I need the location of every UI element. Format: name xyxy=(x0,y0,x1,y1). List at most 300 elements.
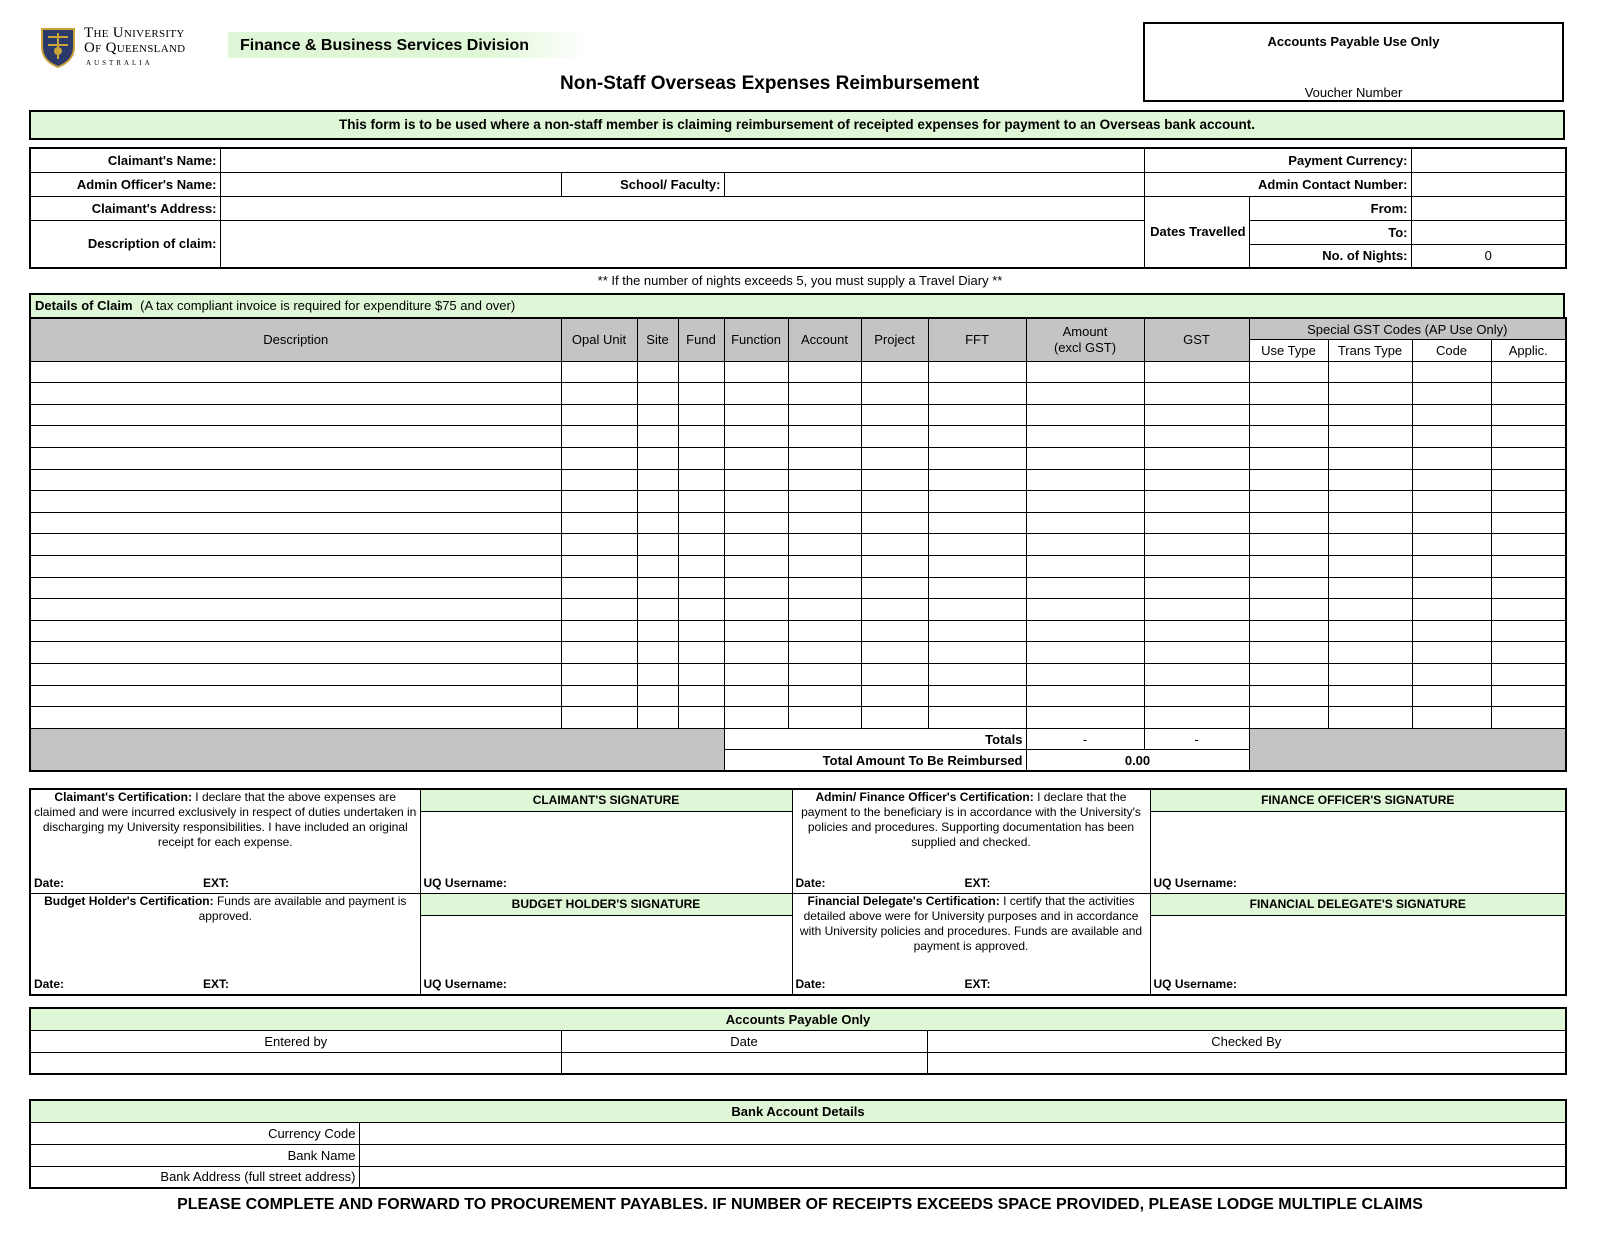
claim-cell[interactable] xyxy=(1249,512,1328,534)
claim-cell[interactable] xyxy=(788,512,861,534)
ap-date-field[interactable] xyxy=(561,1052,927,1074)
claim-cell[interactable] xyxy=(30,577,561,599)
claim-cell[interactable] xyxy=(678,448,724,470)
budget-uq-username-label: UQ Username: xyxy=(423,977,507,991)
claim-cell[interactable] xyxy=(1412,685,1491,707)
claim-cell[interactable] xyxy=(30,664,561,686)
claim-cell[interactable] xyxy=(678,404,724,426)
claim-cell[interactable] xyxy=(30,383,561,405)
claim-cell[interactable] xyxy=(637,361,678,383)
claim-cell[interactable] xyxy=(561,556,637,578)
totals-label: Totals xyxy=(724,728,1026,750)
claim-cell[interactable] xyxy=(1412,620,1491,642)
claim-cell[interactable] xyxy=(1328,577,1412,599)
claim-cell[interactable] xyxy=(561,512,637,534)
claim-cell[interactable] xyxy=(1491,599,1566,621)
claim-cell[interactable] xyxy=(678,383,724,405)
claim-cell[interactable] xyxy=(637,383,678,405)
claim-cell[interactable] xyxy=(1491,685,1566,707)
delegate-certification xyxy=(792,893,1150,995)
claim-cell[interactable] xyxy=(1328,383,1412,405)
claim-cell[interactable] xyxy=(928,577,1026,599)
claim-cell[interactable] xyxy=(724,707,788,729)
claim-cell[interactable] xyxy=(561,620,637,642)
claim-cell[interactable] xyxy=(1026,707,1144,729)
claim-cell[interactable] xyxy=(561,426,637,448)
claim-cell[interactable] xyxy=(788,448,861,470)
ap-entered-by-field[interactable] xyxy=(30,1052,561,1074)
claim-cell[interactable] xyxy=(1026,491,1144,513)
claim-cell[interactable] xyxy=(561,599,637,621)
claim-cell[interactable] xyxy=(637,512,678,534)
payment-currency-field[interactable] xyxy=(1411,148,1566,172)
claim-cell[interactable] xyxy=(928,361,1026,383)
claim-cell[interactable] xyxy=(724,361,788,383)
claim-cell[interactable] xyxy=(928,685,1026,707)
claim-cell[interactable] xyxy=(1328,685,1412,707)
claim-cell[interactable] xyxy=(928,512,1026,534)
claim-cell[interactable] xyxy=(1412,512,1491,534)
claim-cell[interactable] xyxy=(861,491,928,513)
claim-cell[interactable] xyxy=(30,707,561,729)
claim-cell[interactable] xyxy=(1491,556,1566,578)
claim-cell[interactable] xyxy=(724,664,788,686)
claim-cell[interactable] xyxy=(637,404,678,426)
claim-cell[interactable] xyxy=(1249,491,1328,513)
claim-cell[interactable] xyxy=(561,642,637,664)
delegate-signature-header: FINANCIAL DELEGATE'S SIGNATURE xyxy=(1150,893,1566,915)
claim-cell[interactable] xyxy=(561,707,637,729)
claim-cell[interactable] xyxy=(1328,448,1412,470)
claim-cell[interactable] xyxy=(1144,642,1249,664)
claim-cell[interactable] xyxy=(861,426,928,448)
claim-cell[interactable] xyxy=(861,469,928,491)
claim-cell[interactable] xyxy=(1249,707,1328,729)
claim-cell[interactable] xyxy=(928,556,1026,578)
claim-cell[interactable] xyxy=(1491,469,1566,491)
details-of-claim-header xyxy=(29,293,1565,317)
claim-cell[interactable] xyxy=(861,707,928,729)
claimant-date-label: Date: xyxy=(34,875,65,890)
claim-cell[interactable] xyxy=(928,383,1026,405)
claim-cell[interactable] xyxy=(1328,664,1412,686)
claim-cell[interactable] xyxy=(861,556,928,578)
claim-cell[interactable] xyxy=(1144,404,1249,426)
claim-cell[interactable] xyxy=(1026,404,1144,426)
claim-cell[interactable] xyxy=(637,426,678,448)
claim-cell[interactable] xyxy=(788,534,861,556)
claim-cell[interactable] xyxy=(1026,685,1144,707)
claim-row xyxy=(30,556,1566,578)
claim-cell[interactable] xyxy=(30,534,561,556)
claim-cell[interactable] xyxy=(1249,685,1328,707)
claim-cell[interactable] xyxy=(1026,556,1144,578)
claim-cell[interactable] xyxy=(1328,599,1412,621)
claim-cell[interactable] xyxy=(928,469,1026,491)
claim-cell[interactable] xyxy=(1144,469,1249,491)
claimant-name-field[interactable] xyxy=(220,148,1144,172)
from-field[interactable] xyxy=(1411,196,1566,220)
university-name-line1: The University xyxy=(84,25,185,41)
claim-cell[interactable] xyxy=(928,620,1026,642)
claim-cell[interactable] xyxy=(30,556,561,578)
delegate-uq-username-label: UQ Username: xyxy=(1153,977,1237,991)
claim-cell[interactable] xyxy=(861,599,928,621)
claim-cell[interactable] xyxy=(1144,512,1249,534)
claim-cell[interactable] xyxy=(928,642,1026,664)
claim-cell[interactable] xyxy=(724,404,788,426)
to-field[interactable] xyxy=(1411,220,1566,244)
claim-cell[interactable] xyxy=(637,685,678,707)
no-of-nights-value[interactable]: 0 xyxy=(1411,244,1566,268)
claim-row xyxy=(30,491,1566,513)
admin-date-label: Date: xyxy=(795,875,826,890)
claim-cell[interactable] xyxy=(1412,707,1491,729)
bank-address-field[interactable] xyxy=(359,1166,1566,1188)
university-name xyxy=(84,26,185,71)
bank-name-label: Bank Name xyxy=(30,1144,359,1166)
claim-cell[interactable] xyxy=(561,491,637,513)
claim-cell[interactable] xyxy=(1328,556,1412,578)
claim-cell[interactable] xyxy=(1249,469,1328,491)
claim-cell[interactable] xyxy=(637,469,678,491)
claim-cell[interactable] xyxy=(861,685,928,707)
claim-cell[interactable] xyxy=(1026,361,1144,383)
claim-cell[interactable] xyxy=(1328,534,1412,556)
claim-cell[interactable] xyxy=(788,383,861,405)
col-special-gst-codes: Special GST Codes (AP Use Only) xyxy=(1249,318,1566,340)
claim-cell[interactable] xyxy=(1491,512,1566,534)
claim-cell[interactable] xyxy=(788,361,861,383)
claim-cell[interactable] xyxy=(678,556,724,578)
claim-cell[interactable] xyxy=(1026,383,1144,405)
claim-row xyxy=(30,426,1566,448)
claim-cell[interactable] xyxy=(1144,664,1249,686)
claim-cell[interactable] xyxy=(561,534,637,556)
claim-cell[interactable] xyxy=(724,599,788,621)
claim-cell[interactable] xyxy=(788,556,861,578)
claim-cell[interactable] xyxy=(1412,556,1491,578)
claim-cell[interactable] xyxy=(788,664,861,686)
ap-checked-by-field[interactable] xyxy=(927,1052,1566,1074)
claim-cell[interactable] xyxy=(788,620,861,642)
claim-row xyxy=(30,620,1566,642)
claim-cell[interactable] xyxy=(1144,448,1249,470)
claim-cell[interactable] xyxy=(861,512,928,534)
claim-cell[interactable] xyxy=(724,685,788,707)
col-function: Function xyxy=(724,318,788,361)
claim-cell[interactable] xyxy=(928,664,1026,686)
currency-code-field[interactable] xyxy=(359,1122,1566,1144)
claim-cell[interactable] xyxy=(561,383,637,405)
claim-cell[interactable] xyxy=(928,426,1026,448)
claim-cell[interactable] xyxy=(861,383,928,405)
claim-cell[interactable] xyxy=(678,620,724,642)
claim-cell[interactable] xyxy=(678,512,724,534)
claim-cell[interactable] xyxy=(1328,404,1412,426)
claim-cell[interactable] xyxy=(561,685,637,707)
claim-cell[interactable] xyxy=(1491,620,1566,642)
claim-cell[interactable] xyxy=(1144,620,1249,642)
claim-cell[interactable] xyxy=(1491,383,1566,405)
claim-cell[interactable] xyxy=(1249,577,1328,599)
claim-cell[interactable] xyxy=(861,448,928,470)
budget-signature-area[interactable] xyxy=(420,915,792,995)
claimant-signature-area[interactable] xyxy=(420,811,792,893)
claim-cell[interactable] xyxy=(1412,577,1491,599)
claim-cell[interactable] xyxy=(788,491,861,513)
claim-row xyxy=(30,599,1566,621)
claim-cell[interactable] xyxy=(1491,707,1566,729)
claim-cell[interactable] xyxy=(788,404,861,426)
finance-signature-area[interactable] xyxy=(1150,811,1566,893)
claim-cell[interactable] xyxy=(724,577,788,599)
claim-cell[interactable] xyxy=(1144,556,1249,578)
claim-cell[interactable] xyxy=(1412,426,1491,448)
claim-cell[interactable] xyxy=(30,469,561,491)
claim-cell[interactable] xyxy=(861,620,928,642)
uq-crest-icon xyxy=(36,25,80,69)
claim-cell[interactable] xyxy=(678,534,724,556)
claim-cell[interactable] xyxy=(1249,664,1328,686)
admin-contact-field[interactable] xyxy=(1411,172,1566,196)
claim-cell[interactable] xyxy=(1491,404,1566,426)
claim-cell[interactable] xyxy=(637,599,678,621)
claimant-address-field[interactable] xyxy=(220,196,1144,220)
delegate-cert-text: I certify that the activities detailed above were for University purposes and in accordance with University policies and procedures. Funds are available and payment is approved. xyxy=(799,893,1143,953)
school-faculty-label: School/ Faculty: xyxy=(561,172,724,196)
form-title: Non-Staff Overseas Expenses Reimbursement xyxy=(560,73,980,94)
claim-cell[interactable] xyxy=(724,534,788,556)
claim-cell[interactable] xyxy=(30,361,561,383)
claim-row xyxy=(30,383,1566,405)
claim-cell[interactable] xyxy=(1328,469,1412,491)
claim-cell[interactable] xyxy=(637,642,678,664)
claim-cell[interactable] xyxy=(1328,707,1412,729)
claim-cell[interactable] xyxy=(1491,642,1566,664)
claim-cell[interactable] xyxy=(30,620,561,642)
claim-cell[interactable] xyxy=(928,534,1026,556)
claim-cell[interactable] xyxy=(1249,383,1328,405)
claim-cell[interactable] xyxy=(1412,383,1491,405)
claim-cell[interactable] xyxy=(637,556,678,578)
delegate-signature-area[interactable] xyxy=(1150,915,1566,995)
description-of-claim-field[interactable] xyxy=(220,220,1144,268)
claim-cell[interactable] xyxy=(1144,577,1249,599)
claim-cell[interactable] xyxy=(678,664,724,686)
claim-cell[interactable] xyxy=(1412,491,1491,513)
claim-cell[interactable] xyxy=(30,512,561,534)
claim-cell[interactable] xyxy=(861,577,928,599)
claim-cell[interactable] xyxy=(1249,404,1328,426)
claim-cell[interactable] xyxy=(561,404,637,426)
admin-ext-label: EXT: xyxy=(964,875,991,890)
claim-cell[interactable] xyxy=(637,448,678,470)
claim-cell[interactable] xyxy=(678,426,724,448)
claim-cell[interactable] xyxy=(1412,469,1491,491)
claim-cell[interactable] xyxy=(1491,448,1566,470)
claim-cell[interactable] xyxy=(788,577,861,599)
claim-row xyxy=(30,577,1566,599)
claim-cell[interactable] xyxy=(637,620,678,642)
claim-cell[interactable] xyxy=(1249,426,1328,448)
claim-row xyxy=(30,512,1566,534)
claim-cell[interactable] xyxy=(561,361,637,383)
claim-cell[interactable] xyxy=(1144,361,1249,383)
claim-cell[interactable] xyxy=(637,577,678,599)
claim-cell[interactable] xyxy=(561,448,637,470)
admin-officer-field[interactable] xyxy=(220,172,561,196)
claim-cell[interactable] xyxy=(1491,664,1566,686)
claim-cell[interactable] xyxy=(637,491,678,513)
claim-cell[interactable] xyxy=(30,491,561,513)
claim-cell[interactable] xyxy=(861,534,928,556)
claim-cell[interactable] xyxy=(1328,620,1412,642)
claim-cell[interactable] xyxy=(724,556,788,578)
totals-spacer-left xyxy=(30,728,724,771)
bank-name-field[interactable] xyxy=(359,1144,1566,1166)
claim-cell[interactable] xyxy=(678,642,724,664)
claim-cell[interactable] xyxy=(1491,534,1566,556)
claim-cell[interactable] xyxy=(1249,599,1328,621)
claim-cell[interactable] xyxy=(1249,448,1328,470)
claim-cell[interactable] xyxy=(1144,707,1249,729)
claim-cell[interactable] xyxy=(1249,620,1328,642)
to-label: To: xyxy=(1249,220,1411,244)
claim-cell[interactable] xyxy=(1491,491,1566,513)
claim-cell[interactable] xyxy=(561,469,637,491)
claim-cell[interactable] xyxy=(1412,664,1491,686)
claim-cell[interactable] xyxy=(1026,534,1144,556)
claim-cell[interactable] xyxy=(1249,361,1328,383)
school-faculty-field[interactable] xyxy=(724,172,1144,196)
claim-cell[interactable] xyxy=(724,383,788,405)
col-use-type: Use Type xyxy=(1249,340,1328,362)
claimant-signature-header: CLAIMANT'S SIGNATURE xyxy=(420,789,792,811)
claim-cell[interactable] xyxy=(30,426,561,448)
claim-cell[interactable] xyxy=(30,599,561,621)
claim-row xyxy=(30,707,1566,729)
claim-cell[interactable] xyxy=(1491,577,1566,599)
claim-cell[interactable] xyxy=(637,534,678,556)
claim-cell[interactable] xyxy=(1412,534,1491,556)
claim-cell[interactable] xyxy=(1249,556,1328,578)
claim-cell[interactable] xyxy=(788,469,861,491)
claim-cell[interactable] xyxy=(678,361,724,383)
claim-cell[interactable] xyxy=(30,642,561,664)
claim-cell[interactable] xyxy=(561,577,637,599)
claim-cell[interactable] xyxy=(928,599,1026,621)
claim-cell[interactable] xyxy=(928,404,1026,426)
claim-cell[interactable] xyxy=(1026,469,1144,491)
claim-cell[interactable] xyxy=(1249,642,1328,664)
claim-cell[interactable] xyxy=(1412,599,1491,621)
claim-cell[interactable] xyxy=(1144,685,1249,707)
totals-gst: - xyxy=(1144,728,1249,750)
claim-cell[interactable] xyxy=(637,707,678,729)
claim-cell[interactable] xyxy=(928,448,1026,470)
currency-code-label: Currency Code xyxy=(30,1122,359,1144)
claim-cell[interactable] xyxy=(1491,426,1566,448)
claim-cell[interactable] xyxy=(1026,448,1144,470)
claim-cell[interactable] xyxy=(861,642,928,664)
claim-cell[interactable] xyxy=(788,599,861,621)
claim-cell[interactable] xyxy=(724,620,788,642)
claim-cell[interactable] xyxy=(788,707,861,729)
claim-cell[interactable] xyxy=(678,599,724,621)
claim-cell[interactable] xyxy=(1491,361,1566,383)
claim-cell[interactable] xyxy=(1328,426,1412,448)
claim-cell[interactable] xyxy=(1328,361,1412,383)
claim-cell[interactable] xyxy=(1412,404,1491,426)
claim-cell[interactable] xyxy=(1144,383,1249,405)
claim-cell[interactable] xyxy=(1026,599,1144,621)
col-gst: GST xyxy=(1144,318,1249,361)
claim-cell[interactable] xyxy=(928,707,1026,729)
claim-cell[interactable] xyxy=(30,404,561,426)
claim-cell[interactable] xyxy=(30,685,561,707)
claim-cell[interactable] xyxy=(637,664,678,686)
claim-cell[interactable] xyxy=(1144,599,1249,621)
claim-cell[interactable] xyxy=(1026,426,1144,448)
col-trans-type: Trans Type xyxy=(1328,340,1412,362)
claim-cell[interactable] xyxy=(1328,642,1412,664)
claim-cell[interactable] xyxy=(724,448,788,470)
claim-cell[interactable] xyxy=(678,685,724,707)
footer-instructions: PLEASE COMPLETE AND FORWARD TO PROCUREMENT PAYABLES. IF NUMBER OF RECEIPTS EXCEEDS SPACE PROVIDED, PLEASE LODGE MULTIPLE CLAIMS xyxy=(177,1196,1423,1213)
admin-officer-label: Admin Officer's Name: xyxy=(30,172,220,196)
claim-cell[interactable] xyxy=(30,448,561,470)
claim-cell[interactable] xyxy=(724,642,788,664)
claim-cell[interactable] xyxy=(1026,642,1144,664)
claim-cell[interactable] xyxy=(1412,361,1491,383)
claim-cell[interactable] xyxy=(1026,577,1144,599)
claim-row xyxy=(30,685,1566,707)
claim-cell[interactable] xyxy=(1144,426,1249,448)
claim-cell[interactable] xyxy=(1026,512,1144,534)
claim-cell[interactable] xyxy=(678,577,724,599)
claim-cell[interactable] xyxy=(1144,491,1249,513)
claim-cell[interactable] xyxy=(788,642,861,664)
claim-cell[interactable] xyxy=(724,512,788,534)
claim-cell[interactable] xyxy=(1412,448,1491,470)
claim-cell[interactable] xyxy=(724,426,788,448)
claim-cell[interactable] xyxy=(678,491,724,513)
claim-cell[interactable] xyxy=(1026,620,1144,642)
claim-cell[interactable] xyxy=(1026,664,1144,686)
claim-cell[interactable] xyxy=(788,426,861,448)
claim-cell[interactable] xyxy=(1328,512,1412,534)
claim-cell[interactable] xyxy=(1249,534,1328,556)
claim-cell[interactable] xyxy=(861,664,928,686)
claim-cell[interactable] xyxy=(561,664,637,686)
claim-cell[interactable] xyxy=(1412,642,1491,664)
claim-cell[interactable] xyxy=(678,469,724,491)
claim-cell[interactable] xyxy=(928,491,1026,513)
claim-cell[interactable] xyxy=(678,707,724,729)
ap-use-only-box xyxy=(1143,22,1564,102)
claim-cell[interactable] xyxy=(861,404,928,426)
claim-cell[interactable] xyxy=(788,685,861,707)
claim-cell[interactable] xyxy=(1144,534,1249,556)
claim-cell[interactable] xyxy=(861,361,928,383)
delegate-date-label: Date: xyxy=(795,977,826,991)
claimant-name-label: Claimant's Name: xyxy=(30,148,220,172)
claim-cell[interactable] xyxy=(724,491,788,513)
claim-cell[interactable] xyxy=(724,469,788,491)
travel-diary-note: ** If the number of nights exceeds 5, you must supply a Travel Diary ** xyxy=(597,273,1003,288)
claim-cell[interactable] xyxy=(1328,491,1412,513)
